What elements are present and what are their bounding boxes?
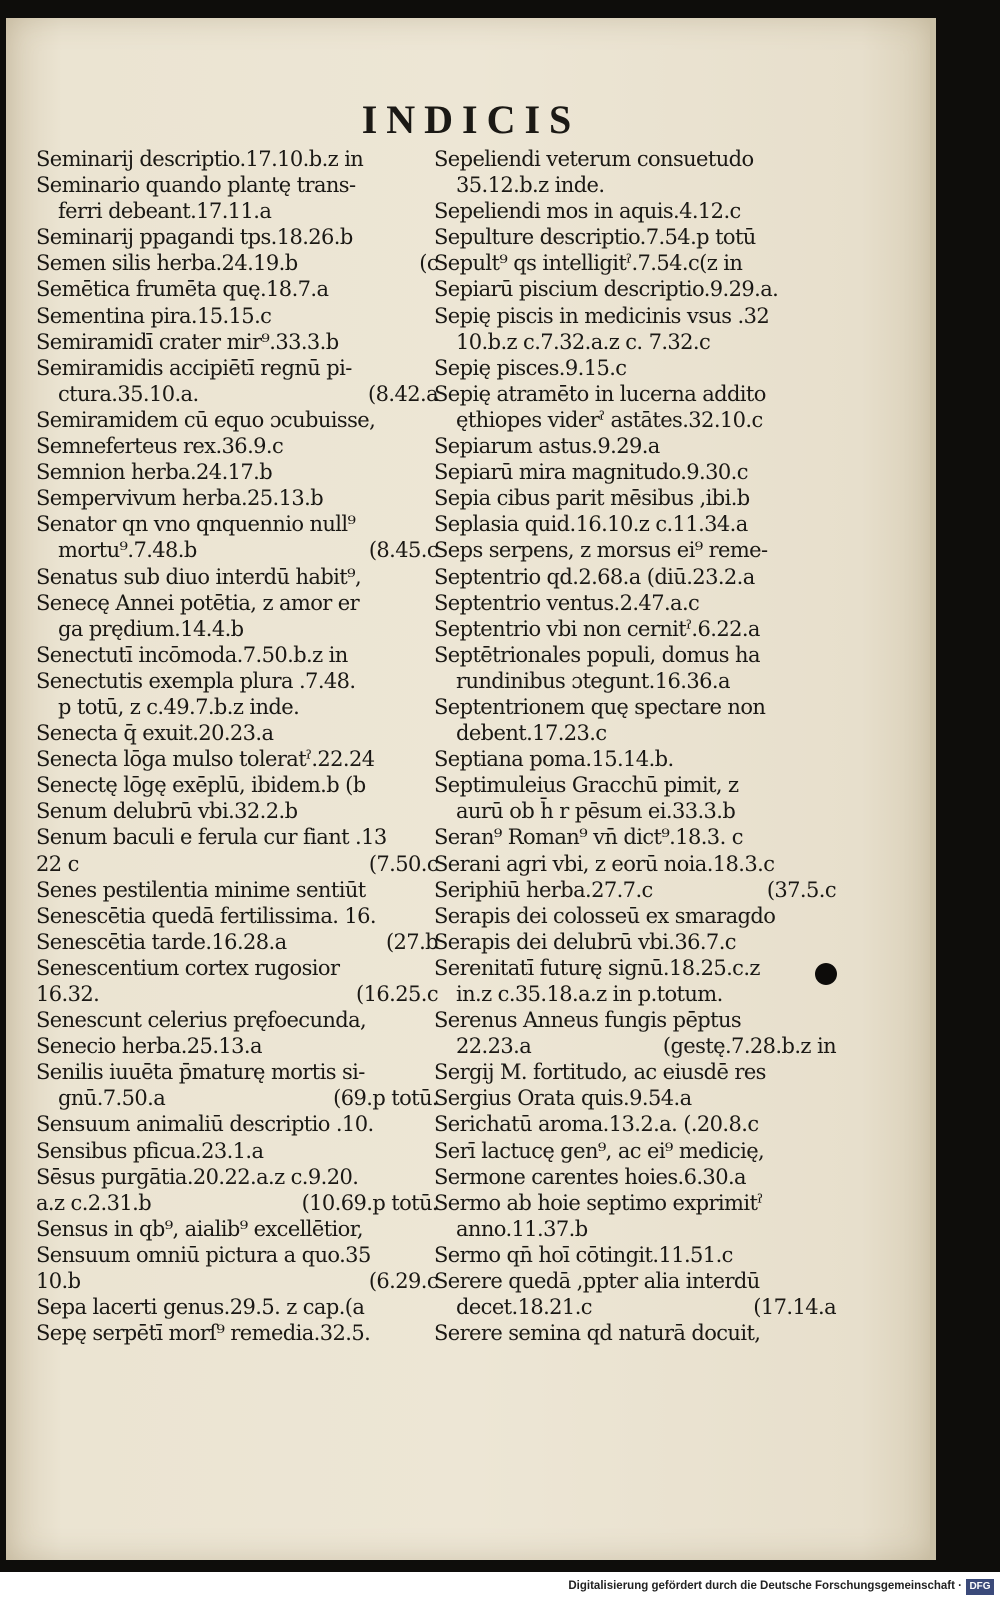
entry-continuation: (10.69.p totū. bbox=[301, 1190, 438, 1215]
index-entry bbox=[36, 772, 446, 798]
index-entry bbox=[36, 355, 446, 381]
index-entry bbox=[36, 1033, 446, 1059]
entry-text: Serenitatī futurę signū.18.25.c.z bbox=[434, 955, 760, 980]
entry-text: Sensibus pficua.23.1.a bbox=[36, 1138, 264, 1163]
entry-text: ferri debeant.17.11.a bbox=[58, 199, 272, 224]
entry-text: Sempervivum herba.25.13.b bbox=[36, 486, 324, 511]
index-entry bbox=[434, 1268, 844, 1294]
index-entry bbox=[434, 1320, 844, 1346]
entry-text: Senectutī incōmoda.7.50.b.z in bbox=[36, 642, 348, 667]
index-entry bbox=[36, 1059, 446, 1085]
entry-text: Sensuum animaliū descriptio .10. bbox=[36, 1112, 374, 1137]
index-entry bbox=[36, 1190, 446, 1216]
index-entry bbox=[36, 798, 446, 824]
index-entry bbox=[36, 955, 446, 981]
index-entry bbox=[36, 668, 446, 694]
funding-credit: Digitalisierung gefördert durch die Deutsche Forschungsgemeinschaft · bbox=[568, 1580, 962, 1592]
index-entry bbox=[36, 616, 446, 642]
entry-text: Seriphiū herba.27.7.c bbox=[434, 877, 653, 902]
entry-text: Septentrio ventus.2.47.a.c bbox=[434, 590, 700, 615]
index-entry bbox=[36, 224, 446, 250]
index-entry bbox=[434, 981, 844, 1007]
entry-text: anno.11.37.b bbox=[456, 1216, 588, 1241]
index-entry bbox=[36, 146, 446, 172]
index-entry bbox=[434, 433, 844, 459]
index-entry bbox=[36, 1111, 446, 1137]
entry-text: Seminarij ppagandi tps.18.26.b bbox=[36, 225, 353, 250]
index-entry bbox=[434, 1138, 844, 1164]
index-entry bbox=[434, 1294, 844, 1320]
index-entry bbox=[434, 824, 844, 850]
entry-text: Senectę lōgę exēplū, ibidem.b (b bbox=[36, 773, 366, 798]
entry-text: Semnion herba.24.17.b bbox=[36, 460, 273, 485]
entry-text: Senilis iuuēta p̄maturę mortis si- bbox=[36, 1060, 365, 1085]
entry-continuation: (69.p totū. bbox=[333, 1086, 438, 1111]
index-entry bbox=[36, 485, 446, 511]
entry-text: Sepiarū mira magnitudo.9.30.c bbox=[434, 460, 748, 485]
index-entry bbox=[36, 172, 446, 198]
entry-text: in.z c.35.18.a.z in p.totum. bbox=[456, 982, 723, 1006]
entry-text: Septentrionem quę spectare non bbox=[434, 694, 766, 719]
index-entry bbox=[36, 1007, 446, 1033]
entry-text: Seps serpens, z morsus ei⁹ reme- bbox=[434, 538, 768, 563]
index-entry bbox=[36, 1320, 446, 1346]
index-entry bbox=[434, 1111, 844, 1137]
entry-text: Serī lactucę gen⁹, ac ei⁹ medicię, bbox=[434, 1138, 765, 1163]
entry-text: Senes pestilentia minime sentiūt bbox=[36, 877, 366, 902]
index-entry bbox=[434, 1085, 844, 1111]
index-entry bbox=[434, 146, 844, 172]
entry-continuation: (gestę.7.28.b.z in bbox=[662, 1034, 836, 1059]
running-head: INDICIS bbox=[361, 97, 581, 142]
index-entry bbox=[434, 590, 844, 616]
entry-text: Sepa lacerti genus.29.5. z cap.(a bbox=[36, 1295, 365, 1320]
index-entry bbox=[36, 1268, 446, 1294]
index-entry bbox=[434, 564, 844, 590]
entry-text: Sepiarum astus.9.29.a bbox=[434, 434, 660, 459]
entry-text: Senescētia tarde.16.28.a bbox=[36, 929, 287, 954]
entry-text: Senecta q̄ exuit.20.23.a bbox=[36, 721, 274, 746]
entry-text: 22 c bbox=[36, 851, 79, 876]
entry-text: Senescunt celerius pręfoecunda, bbox=[36, 1008, 367, 1033]
index-entry bbox=[36, 433, 446, 459]
index-entry bbox=[434, 1216, 844, 1242]
entry-text: Sergij M. fortitudo, ac eiusdē res bbox=[434, 1060, 766, 1085]
entry-text: decet.18.21.c bbox=[456, 1295, 592, 1320]
entry-text: Sepulture descriptio.7.54.p totū bbox=[434, 225, 756, 250]
index-entry bbox=[434, 903, 844, 929]
index-entry bbox=[36, 746, 446, 772]
entry-text: Seran⁹ Roman⁹ vn̄ dict⁹.18.3. c bbox=[434, 825, 743, 850]
index-entry bbox=[36, 407, 446, 433]
index-entry bbox=[434, 668, 844, 694]
index-entry bbox=[434, 798, 844, 824]
entry-text: Serere semina qd naturā docuit, bbox=[434, 1321, 761, 1346]
entry-text: Sepeliendi veterum consuetudo bbox=[434, 147, 754, 171]
index-entry bbox=[36, 981, 446, 1007]
entry-text: Sepult⁹ qs intelligitˀ.7.54.c(z in bbox=[434, 251, 743, 276]
index-entry bbox=[434, 537, 844, 563]
entry-text: gnū.7.50.a bbox=[58, 1086, 166, 1111]
index-entry bbox=[36, 276, 446, 302]
entry-continuation: (8.42.a bbox=[368, 381, 438, 406]
entry-continuation: (27.b bbox=[385, 929, 438, 954]
entry-text: Septiana poma.15.14.b. bbox=[434, 747, 674, 772]
index-entry bbox=[36, 642, 446, 668]
index-entry bbox=[36, 1164, 446, 1190]
entry-text: Senecę Annei potētia, z amor er bbox=[36, 590, 360, 615]
entry-text: Senator qn vno qnquennio null⁹ bbox=[36, 512, 356, 537]
entry-text: Senatus sub diuo interdū habit⁹, bbox=[36, 564, 362, 589]
entry-text: Sermone carentes hoies.6.30.a bbox=[434, 1164, 746, 1189]
index-entry bbox=[36, 929, 446, 955]
index-entry bbox=[434, 877, 844, 903]
entry-text: Seplasia quid.16.10.z c.11.34.a bbox=[434, 512, 748, 537]
index-entry bbox=[434, 1033, 844, 1059]
index-entry bbox=[434, 511, 844, 537]
ink-blot bbox=[815, 963, 837, 985]
entry-text: Semētica frumēta quę.18.7.a bbox=[36, 277, 329, 302]
entry-text: aurū ob h̄ r pēsum ei.33.3.b bbox=[456, 799, 736, 824]
index-entry bbox=[36, 851, 446, 877]
entry-text: Septētrionales populi, domus ha bbox=[434, 642, 760, 667]
index-entry bbox=[434, 1164, 844, 1190]
index-entry bbox=[36, 1242, 446, 1268]
index-column-right bbox=[434, 146, 844, 1346]
index-entry bbox=[434, 407, 844, 433]
index-entry bbox=[36, 1138, 446, 1164]
entry-text: Sepę serpētī morſ⁹ remedia.32.5. bbox=[36, 1321, 371, 1346]
entry-text: Sepeliendi mos in aquis.4.12.c bbox=[434, 199, 741, 224]
index-entry bbox=[434, 276, 844, 302]
index-entry bbox=[36, 381, 446, 407]
index-entry bbox=[434, 929, 844, 955]
entry-text: Sermo ab hoie septimo exprimitˀ bbox=[434, 1190, 763, 1215]
index-entry bbox=[434, 172, 844, 198]
entry-text: Sepię atramēto in lucerna addito bbox=[434, 381, 766, 406]
index-entry bbox=[434, 250, 844, 276]
index-entry bbox=[36, 1216, 446, 1242]
index-entry bbox=[434, 772, 844, 798]
index-entry bbox=[434, 1059, 844, 1085]
entry-text: Sepię piscis in medicinis vsus .32 bbox=[434, 303, 770, 328]
entry-text: mortu⁹.7.48.b bbox=[58, 538, 197, 563]
index-entry bbox=[36, 564, 446, 590]
entry-text: Septentrio vbi non cernitˀ.6.22.a bbox=[434, 616, 760, 641]
index-entry bbox=[36, 694, 446, 720]
entry-text: Serapis dei delubrū vbi.36.7.c bbox=[434, 929, 736, 954]
index-entry bbox=[434, 616, 844, 642]
entry-text: Serani agri vbi, z eorū noia.18.3.c bbox=[434, 851, 775, 876]
index-entry bbox=[36, 250, 446, 276]
index-entry bbox=[434, 459, 844, 485]
entry-text: a.z c.2.31.b bbox=[36, 1190, 152, 1215]
entry-text: Sermo qn̄ hoī cōtingit.11.51.c bbox=[434, 1242, 733, 1267]
entry-text: ęthiopes viderˀ astātes.32.10.c bbox=[456, 407, 763, 432]
index-entry bbox=[434, 224, 844, 250]
entry-text: Sepię pisces.9.15.c bbox=[434, 355, 627, 380]
entry-text: ga prędium.14.4.b bbox=[58, 616, 244, 641]
index-entry bbox=[434, 355, 844, 381]
entry-text: 10.b.z c.7.32.a.z c. 7.32.c bbox=[456, 329, 711, 354]
entry-text: Semneferteus rex.36.9.c bbox=[36, 434, 284, 459]
entry-text: Sepia cibus parit mēsibus ,ibi.b bbox=[434, 486, 750, 511]
entry-text: 10.b bbox=[36, 1269, 81, 1294]
entry-text: Sensuum omniū pictura a quo.35 bbox=[36, 1242, 371, 1267]
entry-text: Serichatū aroma.13.2.a. (.20.8.c bbox=[434, 1112, 759, 1137]
index-entry bbox=[36, 303, 446, 329]
entry-text: Septimuleius Gracchū pimit, z bbox=[434, 773, 739, 798]
index-entry bbox=[36, 1294, 446, 1320]
entry-text: Seminario quando plantę trans- bbox=[36, 173, 356, 198]
entry-text: Senum baculi e ferula cur fiant .13 bbox=[36, 825, 387, 850]
entry-continuation: (7.50.c bbox=[368, 851, 438, 876]
entry-text: Sergius Orata quis.9.54.a bbox=[434, 1086, 692, 1111]
entry-text: Semiramidī crater mir⁹.33.3.b bbox=[36, 329, 339, 354]
entry-text: Serapis dei colosseū ex smaragdo bbox=[434, 903, 776, 928]
index-entry bbox=[434, 955, 844, 981]
entry-continuation: (8.45.c bbox=[368, 538, 438, 563]
entry-text: Septentrio qd.2.68.a (diū.23.2.a bbox=[434, 564, 755, 589]
index-entry bbox=[36, 903, 446, 929]
index-entry bbox=[36, 1085, 446, 1111]
index-entry bbox=[36, 590, 446, 616]
entry-text: Sementina pira.15.15.c bbox=[36, 303, 272, 328]
index-entry bbox=[36, 537, 446, 563]
entry-text: debent.17.23.c bbox=[456, 721, 607, 746]
index-entry bbox=[434, 694, 844, 720]
entry-text: Semiramidem cū equo ɔcubuisse, bbox=[36, 407, 376, 432]
index-entry bbox=[434, 1007, 844, 1033]
index-entry bbox=[434, 381, 844, 407]
dfg-logo: DFG bbox=[966, 1579, 994, 1595]
index-entry bbox=[434, 1190, 844, 1216]
entry-text: 22.23.a bbox=[456, 1034, 532, 1059]
entry-continuation: (c bbox=[419, 251, 438, 276]
entry-text: ctura.35.10.a. bbox=[58, 381, 199, 406]
entry-text: Sepiarū piscium descriptio.9.29.a. bbox=[434, 277, 779, 302]
entry-text: Senescentium cortex rugosior bbox=[36, 955, 340, 980]
index-entry bbox=[434, 329, 844, 355]
entry-text: Serere quedā ,ppter alia interdū bbox=[434, 1269, 760, 1294]
entry-text: Senectutis exempla plura .7.48. bbox=[36, 668, 356, 693]
index-entry bbox=[434, 851, 844, 877]
entry-text: Semiramidis accipiētī regnū pi- bbox=[36, 355, 352, 380]
entry-text: Senecio herba.25.13.a bbox=[36, 1034, 262, 1059]
index-entry bbox=[36, 198, 446, 224]
book-page bbox=[6, 18, 936, 1560]
index-entry bbox=[434, 746, 844, 772]
index-entry bbox=[36, 511, 446, 537]
entry-text: 35.12.b.z inde. bbox=[456, 173, 605, 198]
index-entry bbox=[434, 198, 844, 224]
index-entry bbox=[36, 824, 446, 850]
entry-text: Senum delubrū vbi.32.2.b bbox=[36, 799, 298, 824]
index-entry bbox=[434, 1242, 844, 1268]
entry-text: Sensus in qb⁹, aialib⁹ excellētior, bbox=[36, 1216, 363, 1241]
page-edge bbox=[930, 18, 936, 1560]
index-entry bbox=[434, 303, 844, 329]
index-column-left bbox=[36, 146, 446, 1346]
index-entry bbox=[36, 877, 446, 903]
index-entry bbox=[36, 329, 446, 355]
entry-text: Seminarij descriptio.17.10.b.z in bbox=[36, 147, 364, 171]
entry-text: 16.32. bbox=[36, 982, 100, 1006]
entry-text: Senecta lōga mulso toleratˀ.22.24 bbox=[36, 747, 375, 772]
index-entry bbox=[434, 720, 844, 746]
footer-bar bbox=[0, 1572, 1000, 1604]
entry-continuation: (37.5.c bbox=[766, 877, 836, 902]
entry-text: Sēsus purgātia.20.22.a.z c.9.20. bbox=[36, 1164, 359, 1189]
index-entry bbox=[36, 720, 446, 746]
entry-text: Semen silis herba.24.19.b bbox=[36, 251, 298, 276]
entry-continuation: (16.25.c bbox=[356, 982, 438, 1006]
index-entry bbox=[36, 459, 446, 485]
index-entry bbox=[434, 642, 844, 668]
entry-text: Serenus Anneus fungis pēptus bbox=[434, 1008, 742, 1033]
entry-text: Senescētia quedā fertilissima. 16. bbox=[36, 903, 376, 928]
entry-text: p totū, z c.49.7.b.z inde. bbox=[58, 694, 300, 719]
entry-continuation: (17.14.a bbox=[753, 1295, 836, 1320]
index-entry bbox=[434, 485, 844, 511]
entry-text: rundinibus ɔtegunt.16.36.a bbox=[456, 668, 730, 693]
entry-continuation: (6.29.c bbox=[368, 1269, 438, 1294]
